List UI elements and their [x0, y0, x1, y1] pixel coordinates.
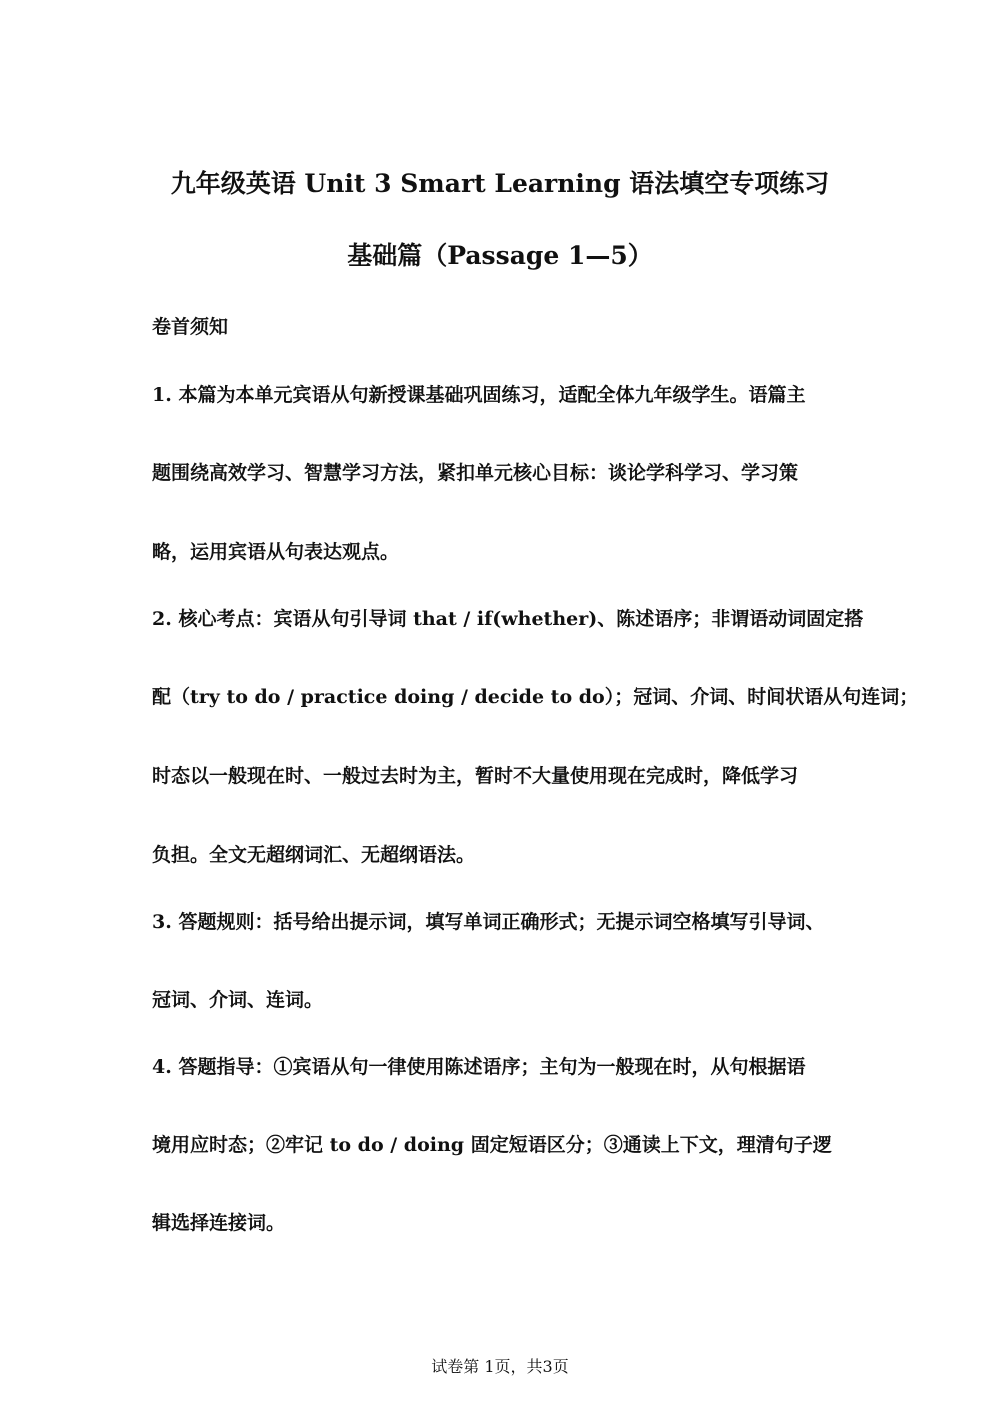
notice-line-8: 3. 答题规则：括号给出提示词，填写单词正确形式；无提示词空格填写引导词、 [152, 911, 825, 933]
document-title: 九年级英语 Unit 3 Smart Learning 语法填空专项练习 [170, 169, 830, 198]
notice-line-2: 题围绕高效学习、智慧学习方法，紧扣单元核心目标：谈论学科学习、学习策 [152, 462, 799, 484]
notice-heading: 卷首须知 [152, 316, 229, 338]
notice-line-7: 负担。全文无超纲词汇、无超纲语法。 [152, 844, 476, 866]
notice-line-10: 4. 答题指导：①宾语从句一律使用陈述语序；主句为一般现在时，从句根据语 [152, 1056, 806, 1078]
document-subtitle: 基础篇（Passage 1—5） [347, 241, 653, 270]
page-footer: 试卷第 1页，共3页 [431, 1357, 569, 1376]
notice-line-1: 1. 本篇为本单元宾语从句新授课基础巩固练习，适配全体九年级学生。语篇主 [152, 384, 806, 406]
notice-line-12: 辑选择连接词。 [152, 1212, 286, 1234]
notice-line-11: 境用应时态；②牢记 to do / doing 固定短语区分；③通读上下文，理清句子逻 [152, 1134, 832, 1156]
notice-line-9: 冠词、介词、连词。 [152, 989, 324, 1011]
notice-line-3: 略，运用宾语从句表达观点。 [152, 541, 400, 563]
notice-line-6: 时态以一般现在时、一般过去时为主，暂时不大量使用现在完成时，降低学习 [152, 765, 799, 787]
notice-line-5: 配（try to do / practice doing / decide to do）；冠词、介词、时间状语从句连词； [152, 686, 919, 708]
notice-line-4: 2. 核心考点：宾语从句引导词 that / if(whether)、陈述语序；非谓语动词固定搭 [152, 608, 864, 630]
